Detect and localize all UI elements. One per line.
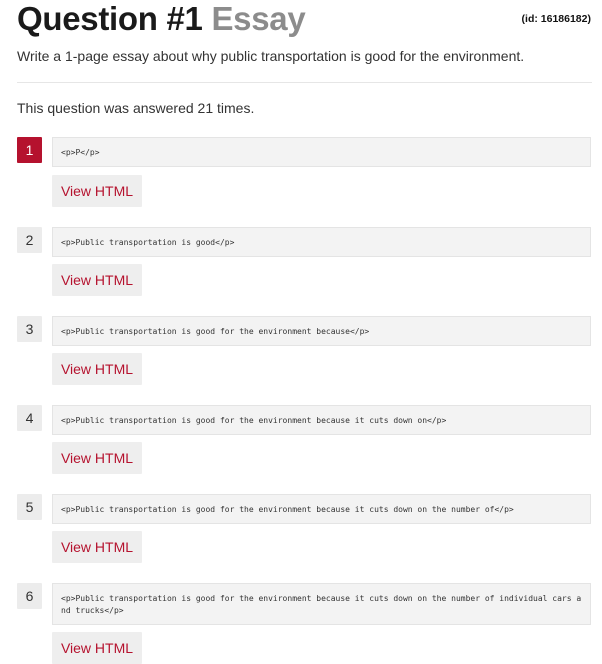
answer-number-badge[interactable]: 4 bbox=[17, 405, 42, 431]
view-html-button[interactable]: View HTML bbox=[52, 442, 142, 474]
view-html-button[interactable]: View HTML bbox=[52, 531, 142, 563]
page-header bbox=[17, 0, 593, 40]
question-type-title: Essay bbox=[211, 0, 306, 37]
answer-html-preview: <p>Public transportation is good for the environment because it cuts down on the number of individual cars and trucks</p> bbox=[52, 583, 591, 625]
view-html-button[interactable]: View HTML bbox=[52, 353, 142, 385]
view-html-button[interactable]: View HTML bbox=[52, 175, 142, 207]
answer-html-preview: <p>Public transportation is good for the environment because</p> bbox=[52, 316, 591, 346]
answer-number-badge[interactable]: 5 bbox=[17, 494, 42, 520]
view-html-button[interactable]: View HTML bbox=[52, 264, 142, 296]
answer-html-preview: <p>Public transportation is good for the environment because it cuts down on</p> bbox=[52, 405, 591, 435]
divider bbox=[17, 82, 592, 83]
question-id: (id: 16186182) bbox=[521, 13, 591, 25]
answer-count-text: This question was answered 21 times. bbox=[17, 100, 255, 116]
answer-html-preview: <p>Public transportation is good</p> bbox=[52, 227, 591, 257]
answer-number-badge[interactable]: 3 bbox=[17, 316, 42, 342]
view-html-button[interactable]: View HTML bbox=[52, 632, 142, 664]
answer-html-preview: <p>P</p> bbox=[52, 137, 591, 167]
answer-number-badge[interactable]: 6 bbox=[17, 583, 42, 609]
answer-html-preview: <p>Public transportation is good for the environment because it cuts down on the number of</p> bbox=[52, 494, 591, 524]
page-title bbox=[17, 1, 305, 37]
answer-number-badge[interactable]: 2 bbox=[17, 227, 42, 253]
question-prompt: Write a 1-page essay about why public transportation is good for the environment. bbox=[17, 48, 525, 64]
question-number-title: Question #1 bbox=[17, 0, 203, 37]
answer-number-badge[interactable]: 1 bbox=[17, 137, 42, 163]
